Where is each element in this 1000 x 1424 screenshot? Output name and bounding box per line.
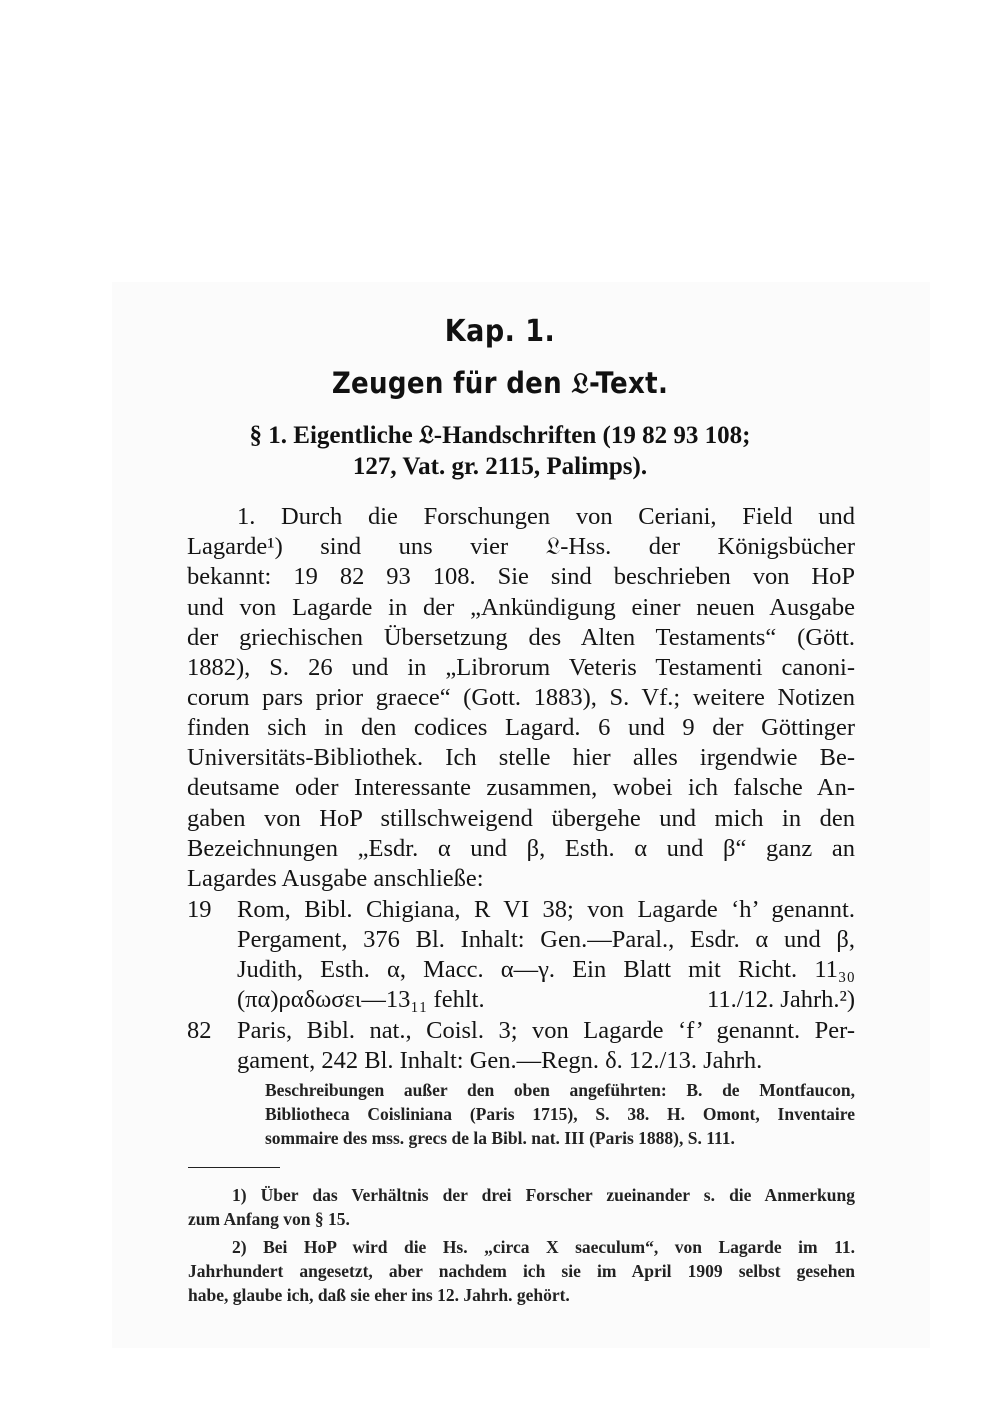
manuscript-entry-line: Paris, Bibl. nat., Coisl. 3; von Lagarde ‘f’ genannt. Per- <box>237 1017 855 1044</box>
manuscript-entry-line-with-date <box>237 985 855 1015</box>
footnote-separator <box>188 1167 280 1168</box>
body-line: corum pars prior graece“ (Gott. 1883), S. Vf.; weitere Notizen <box>187 684 855 711</box>
manuscript-entry-text: (πα)ραδωσει—13₁₁ fehlt. <box>237 986 485 1013</box>
manuscript-entry-line: Pergament, 376 Bl. Inhalt: Gen.—Paral., Esdr. α und β, <box>237 926 855 953</box>
body-line: Bezeichnungen „Esdr. α und β, Esth. α und β“ ganz an <box>187 835 855 862</box>
manuscript-note-line: Beschreibungen außer den oben angeführten: B. de Montfaucon, <box>265 1080 855 1100</box>
manuscript-date: 11./12. Jahrh.²) <box>707 986 855 1013</box>
footnote-line: habe, glaube ich, daß sie eher ins 12. Jahrh. gehört. <box>188 1285 570 1305</box>
footnote-line: Jahrhundert angesetzt, aber nachdem ich sie im April 1909 selbst gesehen <box>188 1261 855 1281</box>
body-line: und von Lagarde in der „Ankündigung einer neuen Ausgabe <box>187 594 855 621</box>
footnote-line: zum Anfang von § 15. <box>188 1209 350 1229</box>
footnote-line: 1) Über das Verhältnis der drei Forscher zueinander s. die Anmerkung <box>232 1185 855 1205</box>
body-line: gaben von HoP stillschweigend übergehe und mich in den <box>187 805 855 832</box>
manuscript-number: 82 <box>187 1017 212 1044</box>
manuscript-note-line: Bibliotheca Coisliniana (Paris 1715), S. 38. H. Omont, Inventaire <box>265 1104 855 1124</box>
body-line: der griechischen Übersetzung des Alten Testaments“ (Gött. <box>187 624 855 651</box>
manuscript-note-line: sommaire des mss. grecs de la Bibl. nat. III (Paris 1888), S. 111. <box>265 1128 735 1148</box>
body-line: 1. Durch die Forschungen von Ceriani, Field und <box>237 503 855 530</box>
chapter-heading: Kap. 1. <box>444 314 556 349</box>
body-line: deutsame oder Interessante zusammen, wobei ich falsche An- <box>187 774 855 801</box>
manuscript-entry-line: gament, 242 Bl. Inhalt: Gen.—Regn. δ. 12./13. Jahrh. <box>237 1047 763 1074</box>
body-line: finden sich in den codices Lagard. 6 und 9 der Göttinger <box>187 714 855 741</box>
manuscript-entry-line: Rom, Bibl. Chigiana, R VI 38; von Lagarde ‘h’ genannt. <box>237 896 855 923</box>
body-line: 1882), S. 26 und in „Librorum Veteris Testamenti canoni- <box>187 654 855 681</box>
body-line: Lagardes Ausgabe anschließe: <box>187 865 484 892</box>
section-title-line-2: 127, Vat. gr. 2115, Palimps). <box>352 453 648 480</box>
manuscript-number: 19 <box>187 896 212 923</box>
body-line: Universitäts-Bibliothek. Ich stelle hier alles irgendwie Be- <box>187 744 855 771</box>
body-line: bekannt: 19 82 93 108. Sie sind beschrieben von HoP <box>187 563 855 590</box>
manuscript-entry-line: Judith, Esth. α, Macc. α—γ. Ein Blatt mit Richt. 11₃₀ <box>237 956 855 983</box>
body-line: Lagarde¹) sind uns vier 𝔏-Hss. der Königsbücher <box>187 533 855 560</box>
footnote-line: 2) Bei HoP wird die Hs. „circa X saeculum“, von Lagarde im 11. <box>232 1237 855 1257</box>
section-title-line-1: § 1. Eigentliche 𝔏-Handschriften (19 82 93 108; <box>249 422 751 449</box>
chapter-subtitle: Zeugen für den 𝔏-Text. <box>331 366 669 400</box>
